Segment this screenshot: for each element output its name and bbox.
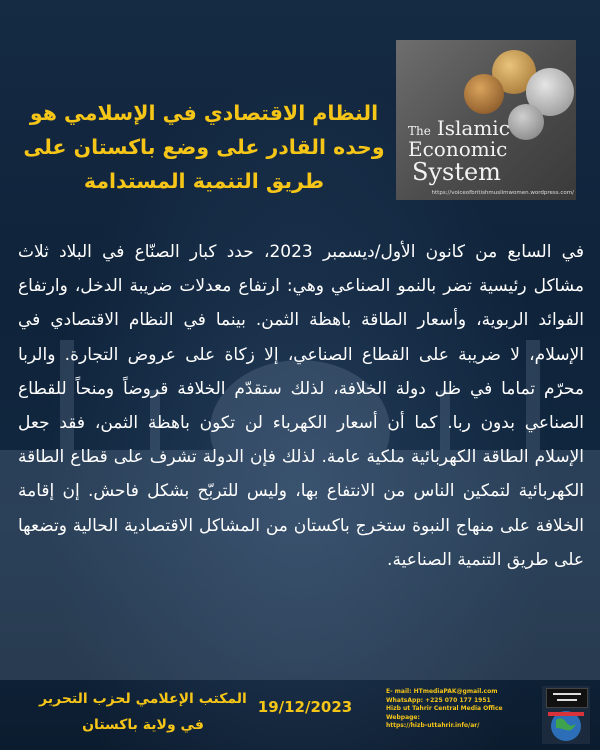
article-body: في السابع من كانون الأول/ديسمبر 2023، حدد كبار الصنّاع في البلاد ثلاث مشاكل رئيسية تضر بالنمو الصناعي وهي: ارتفاع معدلات ضريبة الدخل، وارتفاع الفوائد الربوية، وأسعار الطاقة باهظة الثمن. بينما في النظام الاقتصادي في الإسلام، لا ضريبة على القطاع الصناعي، إلا زكاة على عروض التجارة. والربا محرّم تماما في ظل دولة الخلافة، لذلك ستقدّم الخلافة قروضاً ومنحاً للقطاع الصناعي بدون ربا. كما أن أسعار الكهرباء لن تكون باهظة الثمن، فقد جعل الإسلام الطاقة الكهربائية ملكية عامة. لذلك فإن الدولة تشرف على قطاع الطاقة الكهربائية لتمكين الناس من الانتفاع بها، وليس للتربّح بشكل فاحش. إن إقامة الخلافة على منهاج النبوة ستخرج باكستان من المشاكل الاقتصادية الحالية وتضعها على طريق التنمية الصناعية.: [18, 242, 584, 570]
organization-logo: [542, 686, 590, 744]
media-office-line-1: المكتب الإعلامي لحزب التحرير: [39, 691, 247, 707]
contact-email: E- mail: HTmediaPAK@gmail.com: [386, 688, 498, 695]
book-cover-title: [408, 118, 510, 185]
media-office-line-2: في ولاية باكستان: [82, 717, 204, 733]
coin-icon: [464, 74, 504, 114]
headline: [18, 96, 390, 198]
book-title-system: System: [412, 158, 501, 186]
contact-info: [386, 688, 536, 731]
book-title-economic: Economic: [408, 137, 508, 161]
book-cover-url: https://voiceofbritishmuslimwomen.wordpress.com/: [431, 190, 574, 196]
publication-date: 19/12/2023: [257, 698, 353, 716]
contact-webpage-url: https://hizb-uttahrir.info/ar/: [386, 722, 480, 729]
contact-webpage-label: Hizb ut Tahrir Central Media Office Webpage:: [386, 705, 503, 721]
book-cover-image: [396, 40, 576, 200]
coin-icon: [508, 104, 544, 140]
headline-line-2: وحده القادر على وضع باكستان على: [23, 135, 385, 159]
headline-line-3: طريق التنمية المستدامة: [83, 169, 325, 193]
globe-icon: [546, 708, 586, 742]
book-title-islamic: Islamic: [436, 116, 510, 140]
contact-whatsapp: WhatsApp: +225 070 177 1951: [386, 696, 491, 704]
headline-line-1: النظام الاقتصادي في الإسلامي هو: [29, 101, 379, 125]
flag-icon: [546, 688, 588, 708]
book-title-the: The: [408, 124, 431, 138]
media-office-name: [38, 686, 248, 738]
